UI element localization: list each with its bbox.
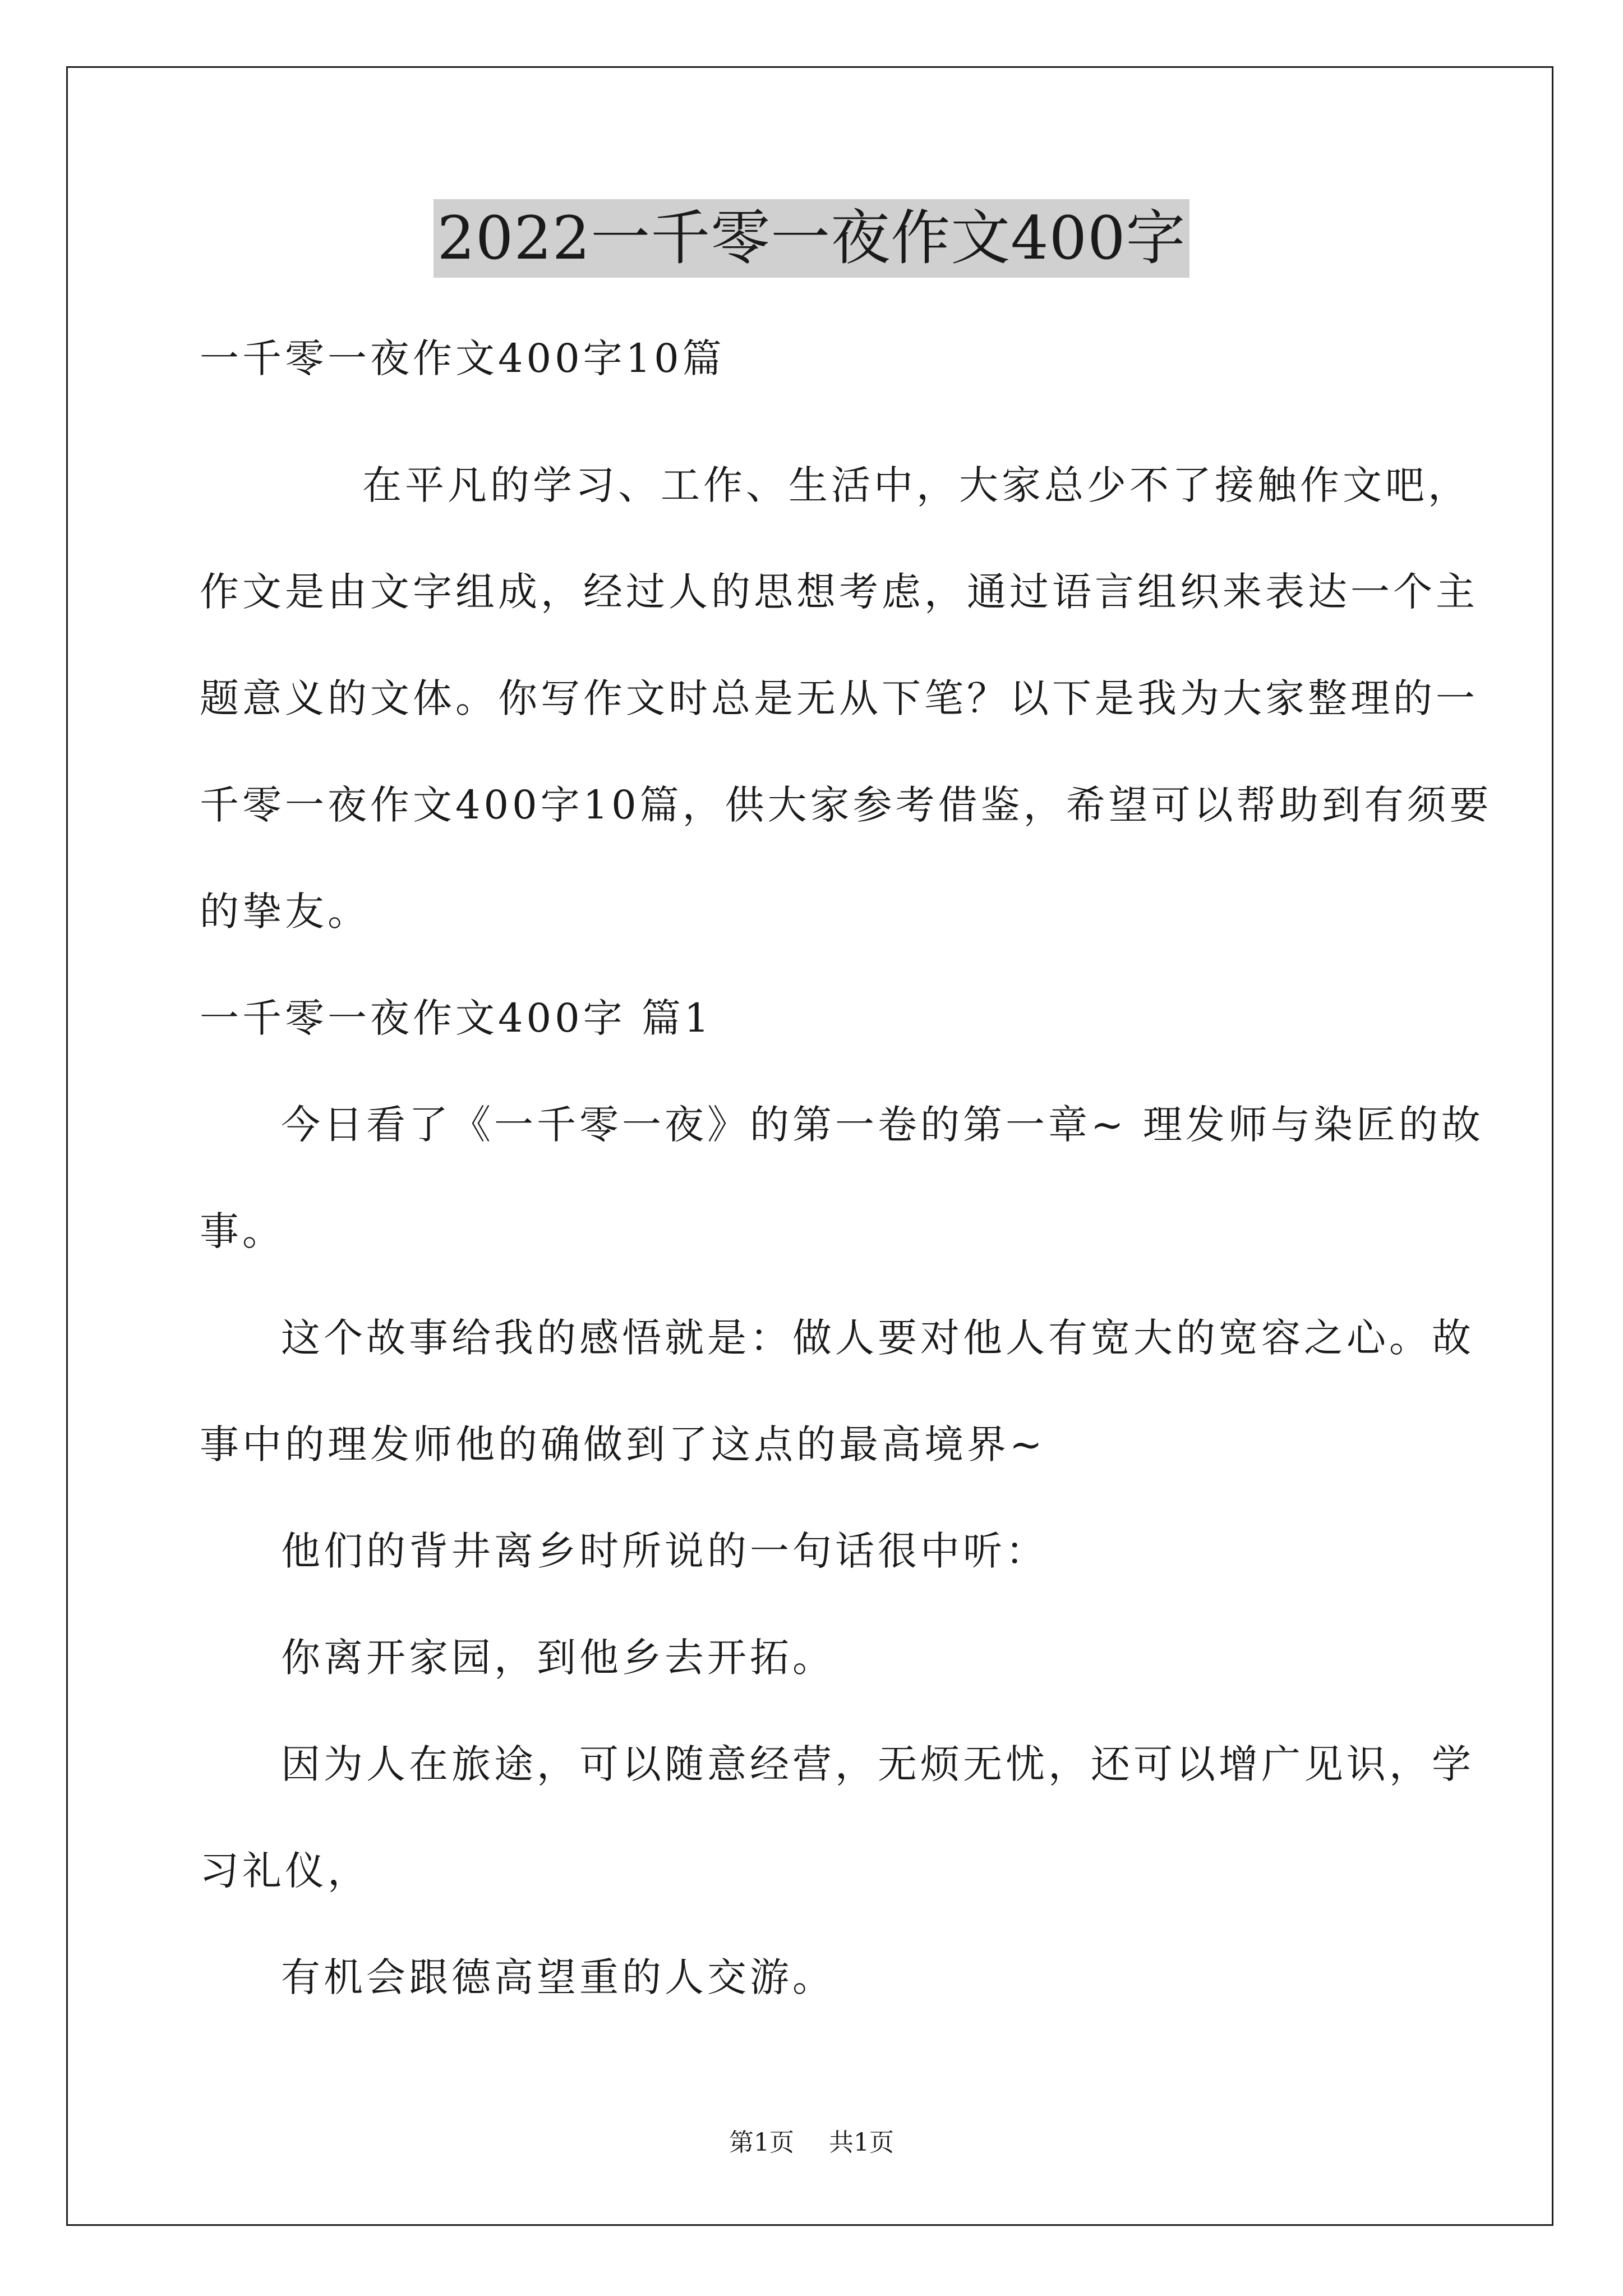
page-number-current: 第1页	[729, 2128, 794, 2157]
page-footer	[0, 2126, 1623, 2160]
paragraph-line: 事。	[200, 1208, 285, 1254]
paragraph-line: 今日看了《一千零一夜》的第一卷的第一章~ 理发师与染匠的故	[281, 1102, 1484, 1148]
paragraph-line: 在平凡的学习、工作、生活中，大家总少不了接触作文吧，	[362, 462, 1470, 508]
paragraph-line: 有机会跟德高望重的人交游。	[281, 1954, 835, 2000]
paragraph-line: 事中的理发师他的确做到了这点的最高境界~	[200, 1421, 1046, 1467]
paragraph-line: 你离开家园，到他乡去开拓。	[281, 1635, 835, 1681]
section-heading: 一千零一夜作文400字 篇1	[200, 995, 713, 1041]
paragraph-line: 这个故事给我的感悟就是：做人要对他人有宽大的宽容之心。故	[281, 1315, 1474, 1361]
document-title: 2022一千零一夜作文400字	[434, 199, 1189, 278]
title-container	[0, 199, 1623, 278]
paragraph-line: 题意义的文体。你写作文时总是无从下笔？以下是我为大家整理的一	[200, 675, 1478, 721]
paragraph-line: 他们的背井离乡时所说的一句话很中听：	[281, 1528, 1048, 1574]
paragraph-line: 千零一夜作文400字10篇，供大家参考借鉴，希望可以帮助到有须要	[200, 782, 1492, 828]
paragraph-line: 习礼仪，	[200, 1848, 370, 1894]
paragraph-line: 作文是由文字组成，经过人的思想考虑，通过语言组织来表达一个主	[200, 569, 1478, 615]
paragraph-line: 的挚友。	[200, 889, 370, 935]
paragraph-line: 因为人在旅途，可以随意经营，无烦无忧，还可以增广见识，学	[281, 1741, 1474, 1787]
subtitle-line: 一千零一夜作文400字10篇	[200, 335, 725, 381]
page-number-total: 共1页	[829, 2128, 894, 2157]
